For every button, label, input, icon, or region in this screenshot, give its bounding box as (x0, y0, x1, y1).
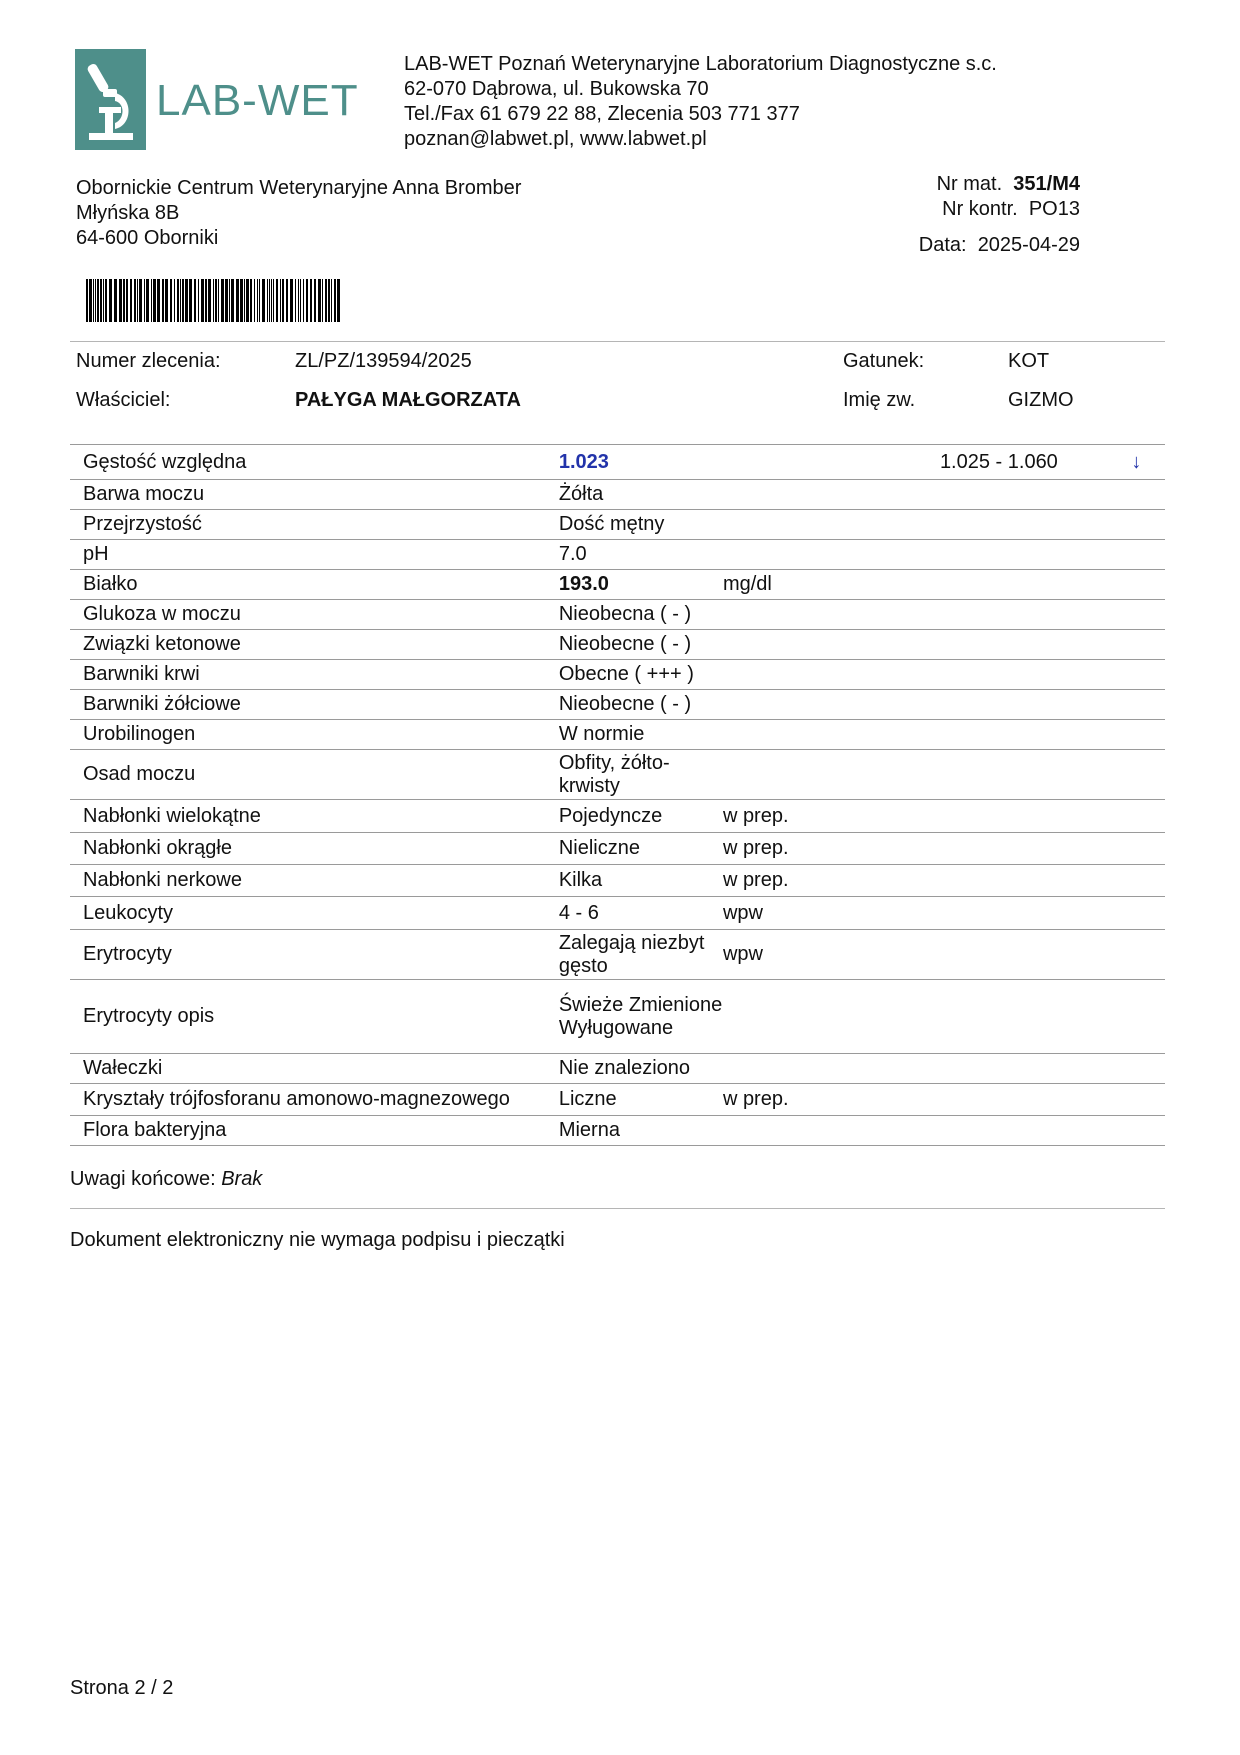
barcode-bar (170, 279, 172, 322)
barcode-bar (271, 279, 272, 322)
test-range (940, 1116, 1108, 1146)
test-flag (1108, 1084, 1165, 1116)
test-value: Żółta (559, 480, 723, 510)
electronic-document-note: Dokument elektroniczny nie wymaga podpisu i pieczątki (70, 1229, 565, 1251)
test-unit (723, 720, 940, 750)
barcode-bar (157, 279, 160, 322)
barcode-bar (174, 279, 175, 322)
barcode-bar (182, 279, 184, 322)
test-range (940, 720, 1108, 750)
test-unit: wpw (723, 930, 940, 980)
barcode-bar (180, 279, 181, 322)
barcode-bar (244, 279, 245, 322)
barcode-bar (198, 279, 199, 322)
barcode-bar (300, 279, 301, 322)
results-table (70, 444, 1165, 1146)
test-value: Nieobecna ( - ) (559, 600, 723, 630)
barcode-bar (314, 279, 316, 322)
test-range (940, 600, 1108, 630)
barcode-bar (262, 279, 265, 322)
remarks-value: Brak (221, 1168, 263, 1190)
barcode-bar (276, 279, 278, 322)
barcode-bar (137, 279, 138, 322)
barcode-bar (177, 279, 179, 322)
barcode-bar (189, 279, 192, 322)
test-value: 193.0 (559, 570, 723, 600)
lab-logo-text: LAB-WET (156, 76, 359, 125)
test-name: Glukoza w moczu (70, 600, 559, 630)
test-flag (1108, 510, 1165, 540)
owner-value: PAŁYGA MAŁGORZATA (295, 389, 521, 411)
test-unit (723, 1116, 940, 1146)
table-row (70, 1084, 1165, 1116)
test-unit (723, 600, 940, 630)
table-row (70, 833, 1165, 865)
test-value: 7.0 (559, 540, 723, 570)
test-range (940, 630, 1108, 660)
lab-address: 62-070 Dąbrowa, ul. Bukowska 70 (404, 78, 709, 100)
test-range (940, 690, 1108, 720)
test-name: Erytrocyty opis (70, 980, 559, 1054)
test-unit (723, 630, 940, 660)
test-range (940, 480, 1108, 510)
barcode (86, 279, 341, 322)
barcode-bar (213, 279, 214, 322)
test-name: Nabłonki okrągłe (70, 833, 559, 865)
barcode-bar (334, 279, 336, 322)
barcode-bar (282, 279, 284, 322)
test-unit (723, 445, 940, 480)
table-row (70, 570, 1165, 600)
barcode-bar (325, 279, 327, 322)
test-unit (723, 690, 940, 720)
barcode-bar (218, 279, 219, 322)
test-value: Zalegają niezbyt gęsto (559, 930, 723, 980)
barcode-bar (130, 279, 132, 322)
test-flag (1108, 865, 1165, 897)
test-range (940, 540, 1108, 570)
client-street: Młyńska 8B (76, 202, 180, 224)
test-name: Urobilinogen (70, 720, 559, 750)
test-value: Obfity, żółto-krwisty (559, 750, 723, 800)
divider (70, 341, 1165, 342)
barcode-bar (153, 279, 156, 322)
barcode-bar (162, 279, 164, 322)
order-number-value: ZL/PZ/139594/2025 (295, 350, 472, 372)
barcode-bar (123, 279, 125, 322)
table-row (70, 480, 1165, 510)
test-flag (1108, 570, 1165, 600)
barcode-bar (246, 279, 249, 322)
test-flag (1108, 1054, 1165, 1084)
test-range (940, 865, 1108, 897)
barcode-bar (208, 279, 211, 322)
test-range (940, 1084, 1108, 1116)
barcode-bar (254, 279, 255, 322)
test-range (940, 660, 1108, 690)
test-value: Nieobecne ( - ) (559, 630, 723, 660)
table-row (70, 720, 1165, 750)
barcode-bar (103, 279, 104, 322)
test-flag (1108, 1116, 1165, 1146)
barcode-bar (328, 279, 330, 322)
nr-kontr: Nr kontr. PO13 (942, 198, 1080, 220)
test-value: Dość mętny (559, 510, 723, 540)
lab-phone: Tel./Fax 61 679 22 88, Zlecenia 503 771 377 (404, 103, 800, 125)
page-number: Strona 2 / 2 (70, 1677, 174, 1699)
barcode-bar (134, 279, 136, 322)
barcode-bar (322, 279, 323, 322)
barcode-bar (185, 279, 188, 322)
test-flag (1108, 930, 1165, 980)
barcode-bar (205, 279, 207, 322)
test-unit: mg/dl (723, 570, 940, 600)
test-name: pH (70, 540, 559, 570)
test-name: Erytrocyty (70, 930, 559, 980)
test-flag (1108, 750, 1165, 800)
test-range (940, 800, 1108, 833)
table-row (70, 445, 1165, 480)
owner-label: Właściciel: (76, 389, 171, 411)
test-unit (723, 980, 940, 1054)
barcode-bar (151, 279, 152, 322)
barcode-bar (273, 279, 274, 322)
test-value: Nie znaleziono (559, 1054, 723, 1084)
test-name: Białko (70, 570, 559, 600)
species-value: KOT (1008, 350, 1050, 372)
barcode-bar (139, 279, 142, 322)
test-range (940, 570, 1108, 600)
report-date: Data: 2025-04-29 (918, 234, 1080, 256)
lab-logo-mark (75, 49, 146, 150)
barcode-bar (236, 279, 239, 322)
client-address-block (76, 176, 521, 251)
barcode-bar (229, 279, 230, 322)
test-value: Nieobecne ( - ) (559, 690, 723, 720)
test-name: Gęstość względna (70, 445, 559, 480)
test-name: Nabłonki wielokątne (70, 800, 559, 833)
test-name: Barwniki krwi (70, 660, 559, 690)
barcode-bar (280, 279, 281, 322)
barcode-bar (337, 279, 340, 322)
client-name: Obornickie Centrum Weterynaryjne Anna Bromber (76, 177, 522, 199)
barcode-bar (225, 279, 228, 322)
table-row (70, 930, 1165, 980)
test-flag (1108, 540, 1165, 570)
barcode-bar (295, 279, 296, 322)
barcode-bar (318, 279, 321, 322)
table-row (70, 897, 1165, 930)
test-flag (1108, 690, 1165, 720)
test-name: Leukocyty (70, 897, 559, 930)
barcode-bar (194, 279, 196, 322)
test-unit (723, 480, 940, 510)
table-row (70, 800, 1165, 833)
test-range (940, 833, 1108, 865)
test-name: Nabłonki nerkowe (70, 865, 559, 897)
test-range (940, 897, 1108, 930)
test-unit: wpw (723, 897, 940, 930)
lab-name: LAB-WET Poznań Weterynaryjne Laboratorium Diagnostyczne s.c. (404, 53, 997, 75)
barcode-bar (89, 279, 92, 322)
barcode-bar (257, 279, 258, 322)
barcode-bar (303, 279, 304, 322)
barcode-bar (144, 279, 145, 322)
barcode-bar (240, 279, 243, 322)
test-unit (723, 510, 940, 540)
barcode-bar (114, 279, 117, 322)
sample-meta-block (919, 172, 1080, 258)
test-unit: w prep. (723, 800, 940, 833)
table-row (70, 600, 1165, 630)
barcode-bar (221, 279, 224, 322)
lab-contact-block (404, 52, 997, 152)
barcode-bar (86, 279, 88, 322)
barcode-bar (97, 279, 99, 322)
table-row (70, 660, 1165, 690)
table-row (70, 690, 1165, 720)
divider (70, 1208, 1165, 1209)
pet-name-value: GIZMO (1008, 389, 1074, 411)
test-name: Związki ketonowe (70, 630, 559, 660)
test-name: Barwa moczu (70, 480, 559, 510)
lab-email: poznan@labwet.pl, www.labwet.pl (404, 128, 707, 150)
test-name: Flora bakteryjna (70, 1116, 559, 1146)
table-row (70, 1054, 1165, 1084)
barcode-bar (165, 279, 168, 322)
test-unit: w prep. (723, 833, 940, 865)
test-unit: w prep. (723, 865, 940, 897)
test-unit (723, 1054, 940, 1084)
test-value: 4 - 6 (559, 897, 723, 930)
final-remarks (70, 1168, 262, 1191)
barcode-bar (105, 279, 107, 322)
test-name: Kryształy trójfosforanu amonowo-magnezowego (70, 1084, 559, 1116)
test-unit: w prep. (723, 1084, 940, 1116)
barcode-bar (231, 279, 234, 322)
test-value: Liczne (559, 1084, 723, 1116)
pet-name-label: Imię zw. (843, 389, 916, 411)
table-row (70, 750, 1165, 800)
barcode-bar (95, 279, 96, 322)
table-row (70, 630, 1165, 660)
barcode-bar (146, 279, 149, 322)
test-value: Obecne ( +++ ) (559, 660, 723, 690)
nr-mat: Nr mat. 351/M4 (936, 173, 1080, 195)
test-range (940, 980, 1108, 1054)
barcode-bar (331, 279, 332, 322)
table-row (70, 540, 1165, 570)
barcode-bar (100, 279, 102, 322)
barcode-bar (290, 279, 293, 322)
test-flag (1108, 720, 1165, 750)
barcode-bar (93, 279, 94, 322)
test-value: Kilka (559, 865, 723, 897)
test-unit (723, 540, 940, 570)
test-name: Osad moczu (70, 750, 559, 800)
test-flag (1108, 630, 1165, 660)
remarks-label: Uwagi końcowe: (70, 1168, 216, 1190)
test-range: 1.025 - 1.060 (940, 445, 1108, 480)
test-flag (1108, 800, 1165, 833)
barcode-bar (267, 279, 268, 322)
barcode-bar (259, 279, 260, 322)
test-value: Mierna (559, 1116, 723, 1146)
barcode-bar (201, 279, 204, 322)
table-row (70, 510, 1165, 540)
barcode-bar (286, 279, 288, 322)
test-range (940, 510, 1108, 540)
test-range (940, 1054, 1108, 1084)
barcode-bar (119, 279, 122, 322)
client-city: 64-600 Oborniki (76, 227, 219, 249)
test-flag (1108, 480, 1165, 510)
test-value: Świeże Zmienione Wyługowane (559, 980, 723, 1054)
barcode-bar (126, 279, 128, 322)
test-value: Nieliczne (559, 833, 723, 865)
barcode-bar (310, 279, 312, 322)
table-row (70, 980, 1165, 1054)
test-name: Przejrzystość (70, 510, 559, 540)
test-value: Pojedyncze (559, 800, 723, 833)
barcode-bar (298, 279, 299, 322)
test-flag (1108, 833, 1165, 865)
barcode-bar (215, 279, 217, 322)
test-value: W normie (559, 720, 723, 750)
barcode-bar (306, 279, 308, 322)
table-row (70, 865, 1165, 897)
species-label: Gatunek: (843, 350, 925, 372)
microscope-icon (75, 49, 146, 150)
test-flag (1108, 897, 1165, 930)
order-number-label: Numer zlecenia: (76, 350, 221, 372)
test-range (940, 750, 1108, 800)
test-unit (723, 660, 940, 690)
table-row (70, 1116, 1165, 1146)
barcode-bar (269, 279, 270, 322)
barcode-bar (250, 279, 252, 322)
test-name: Wałeczki (70, 1054, 559, 1084)
arrow-down-icon: ↓ (1108, 445, 1165, 480)
barcode-bar (109, 279, 112, 322)
test-unit (723, 750, 940, 800)
test-flag (1108, 980, 1165, 1054)
test-range (940, 930, 1108, 980)
test-flag (1108, 660, 1165, 690)
test-flag (1108, 600, 1165, 630)
test-value: 1.023 (559, 445, 723, 480)
test-name: Barwniki żółciowe (70, 690, 559, 720)
